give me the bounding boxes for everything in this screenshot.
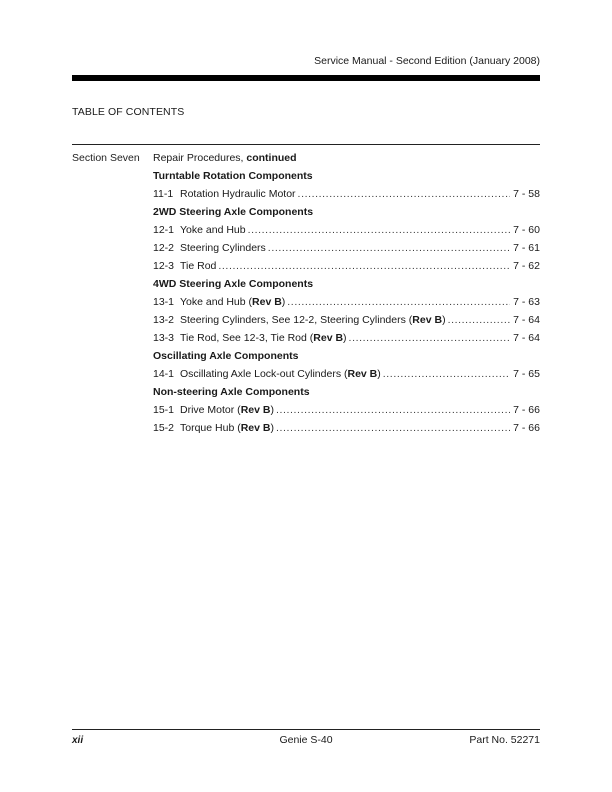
toc-entry-title-wrap [180,314,446,327]
toc-entry-page: 7 - 66 [513,404,540,416]
toc-entry-number: 13-2 [153,314,175,326]
toc-entry-title: Steering Cylinders [180,242,266,254]
paren-open: ( [234,422,241,434]
dot-leader [276,404,510,417]
toc-group-title: 2WD Steering Axle Components [153,206,314,218]
toc-entry-title: Tie Rod, See 12-3, Tie Rod [180,332,307,344]
toc-entry-title-wrap [180,260,216,273]
toc-group-title: Non-steering Axle Components [153,386,310,398]
toc-entry[interactable] [153,224,540,242]
toc-entry-page: 7 - 62 [513,260,540,272]
toc-entry-page: 7 - 64 [513,314,540,326]
toc-entry[interactable] [153,332,540,350]
toc-entry-number: 15-1 [153,404,175,416]
dot-leader [298,188,511,201]
toc-group-title: 4WD Steering Axle Components [153,278,314,290]
revision-label: Rev B [240,422,271,434]
toc-intro [153,152,540,170]
dot-leader [349,332,511,345]
toc-entry-number: 12-2 [153,242,175,254]
paren-open: ( [306,332,314,344]
toc-entry-title-wrap [180,224,246,237]
dot-leader [218,260,510,273]
dot-leader [268,242,510,255]
toc-entry-title-wrap [180,332,347,345]
toc-entry-number: 13-1 [153,296,175,308]
header-thick-rule [72,75,540,81]
toc-intro-text: Repair Procedures, [153,152,247,164]
dot-leader [287,296,510,309]
toc-entry-page: 7 - 65 [513,368,540,380]
toc-entry-page: 7 - 66 [513,422,540,434]
toc-entry-number: 13-3 [153,332,175,344]
toc-group-title: Oscillating Axle Components [153,350,299,362]
page-header-title: Service Manual - Second Edition (January 2008) [314,55,540,67]
revision-label: Rev B [347,368,378,380]
toc-entry[interactable] [153,296,540,314]
toc-entry[interactable] [153,422,540,440]
toc-entry-title: Rotation Hydraulic Motor [180,188,296,200]
dot-leader [383,368,510,381]
toc-entry[interactable] [153,260,540,278]
toc-entry-page: 7 - 61 [513,242,540,254]
toc-entry[interactable] [153,404,540,422]
toc-entry-number: 12-3 [153,260,175,272]
footer-part-number: Part No. 52271 [469,734,540,746]
section-label: Section Seven [72,152,140,164]
paren-close: ) [270,422,274,434]
toc-entry-title-wrap [180,404,274,417]
paren-close: ) [442,314,446,326]
revision-label: Rev B [252,296,282,308]
toc-entry-number: 12-1 [153,224,175,236]
toc-entry-title-wrap [180,242,266,255]
toc-intro-continued: continued [246,152,297,164]
dot-leader [448,314,511,327]
paren-open: ( [245,296,253,308]
footer-page-number: xii [72,735,84,746]
toc-entry[interactable] [153,368,540,386]
paren-open: ( [234,404,241,416]
paren-close: ) [270,404,274,416]
toc-list [153,152,540,440]
toc-heading: TABLE OF CONTENTS [72,106,185,118]
toc-entry-title-wrap [180,422,274,435]
toc-entry-title: Drive Motor [180,404,235,416]
revision-label: Rev B [313,332,344,344]
paren-open: ( [405,314,413,326]
toc-entry[interactable] [153,188,540,206]
toc-entry-page: 7 - 58 [513,188,540,200]
toc-entry-page: 7 - 64 [513,332,540,344]
toc-entry-title: Tie Rod [180,260,217,272]
toc-entry-number: 15-2 [153,422,175,434]
toc-entry-title-wrap [180,296,285,309]
footer-rule [72,729,540,730]
paren-close: ) [377,368,381,380]
dot-leader [276,422,510,435]
toc-entry-number: 11-1 [153,188,174,200]
toc-entry[interactable] [153,314,540,332]
toc-entry-title: Steering Cylinders, See 12-2, Steering Cylinders [180,314,406,326]
toc-entry-title: Torque Hub [180,422,235,434]
toc-entry-title-wrap [180,188,296,201]
paren-close: ) [281,296,286,308]
paren-open: ( [341,368,348,380]
revision-label: Rev B [412,314,443,326]
revision-label: Rev B [240,404,271,416]
toc-entry-title: Yoke and Hub [180,296,246,308]
toc-group-title: Turntable Rotation Components [153,170,313,182]
paren-close: ) [343,332,347,344]
toc-groups [153,170,540,440]
toc-entry-title-wrap [180,368,381,381]
footer-model: Genie S-40 [279,734,333,746]
dot-leader [248,224,511,237]
toc-entry-page: 7 - 63 [513,296,540,308]
toc-entry-page: 7 - 60 [513,224,540,236]
toc-entry[interactable] [153,242,540,260]
toc-entry-title: Yoke and Hub [180,224,246,236]
toc-entry-number: 14-1 [153,368,175,380]
toc-divider [72,144,540,145]
toc-entry-title: Oscillating Axle Lock-out Cylinders [180,368,342,380]
